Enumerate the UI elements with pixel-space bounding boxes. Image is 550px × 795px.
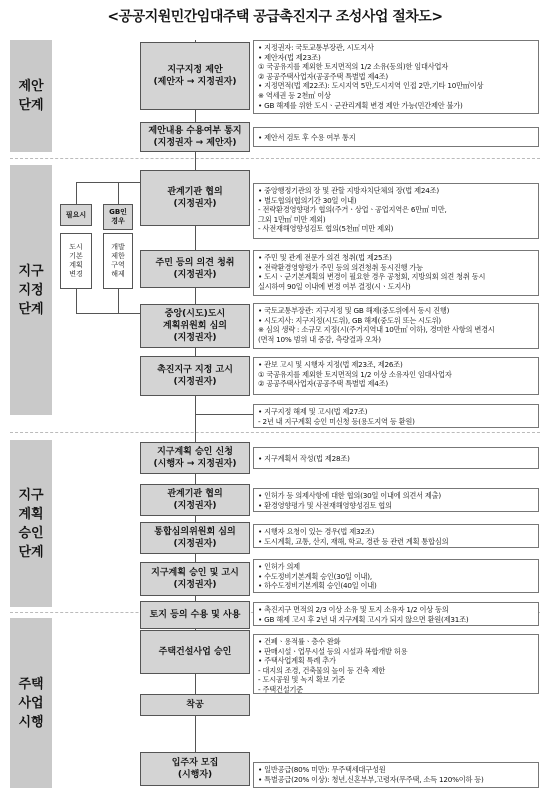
notes-agency-consultation: • 중앙행정기관의 장 및 관할 지방자치단체의 장(법 제24조) • 별도협의(협의기간 30일 이내) - 전략환경영향평가 협의(주거ㆍ상업ㆍ공업지역은 6만㎡ 미만, 그외 1만㎡ 미만 제외) - 사전재해영향성검토 협의(5천㎡ 미만 제외) <box>253 183 539 239</box>
notes-resident-hearing: • 주민 및 관계 전문가 의견 청취(법 제25조) • 전략환경영향평가 주민 등의 의견청취 동시진행 가능 • 도시ㆍ군기본계획의 변경이 필요한 경우 공청회, 지방의회 의견 청취 동시 실시하여 90일 이내에 변경 여부 결정(시ㆍ도지사) <box>253 250 539 296</box>
notes-tenant-recruitment: • 일반공급(80% 미만): 무주택세대구성원 • 특별공급(20% 이상): 청년,신혼부부,고령자(무주택, 소득 120%이하 등) <box>253 762 539 788</box>
notes-acceptance-notice: • 제안서 검토 후 수용 여부 통지 <box>253 127 539 147</box>
step-land-expropriation: 토지 등의 수용 및 사용 <box>140 601 250 629</box>
notes-zone-proposal: • 지정권자: 국토교통부장관, 시도지사 • 제안자(법 제23조) ① 국공유지를 제외한 토지면적의 1/2 소유(동의)한 임대사업자 ② 공공주택사업자(공공주택 특별법 제4조) • 지정면적(법 제22조): 도시지역 5만,도시지역 인접 2만,기타 10만㎡이상 ※ 역세권 등 2천㎡ 이상 • GB 해제를 위한 도시ㆍ군관리계획 변경 제안 가능(민간제안 불가) <box>253 40 539 114</box>
cancellation-connector <box>196 414 253 415</box>
stage-plan-approval: 지구 계획 승인 단계 <box>10 440 52 607</box>
branch-master-plan-change: 도시 기본 계획 변경 <box>60 233 92 289</box>
notes-plan-approval-notice: • 인허가 의제 • 수도정비기본계획 승인(30일 이내), • 하수도정비기본계획 승인(40일 이내) <box>253 559 539 593</box>
step-plan-approval-notice: 지구계획 승인 및 고시 (지정권자) <box>140 562 250 596</box>
branch-connector <box>76 289 77 313</box>
notes-plan-approval-request: • 지구계획서 작성(법 제28조) <box>253 447 539 469</box>
notes-zone-designation-notice: • 관보 고시 및 시행자 지정(법 제23조, 제26조) ① 국공유지를 제외한 토지면적의 1/2 이상 소유자인 임대사업자 ② 공공주택사업자(공공주택 특별법 제4조) <box>253 357 539 395</box>
step-integrated-review: 통합심의위원회 심의 (지정권자) <box>140 522 250 554</box>
stage-divider <box>10 432 540 433</box>
step-acceptance-notice: 제안내용 수용여부 통지 (지정권자 → 제안자) <box>140 122 250 152</box>
step-tenant-recruitment: 입주자 모집 (시행자) <box>140 752 250 786</box>
page-title: <공공지원민간임대주택 공급촉진지구 조성사업 절차도> <box>107 9 443 25</box>
branch-gb-release: 개발 제한 구역 해제 <box>103 233 133 289</box>
step-zone-proposal: 지구지정 제안 (제안자 → 지정권자) <box>140 42 250 110</box>
step-zone-designation-notice: 촉진지구 지정 고시 (지정권자) <box>140 356 250 396</box>
notes-agency-consultation-2: • 인허가 등 의제사항에 대한 협의(30일 이내에 의견서 제출) • 환경영향평가 및 사전재해영향성검토 협의 <box>253 488 539 512</box>
stage-divider <box>10 158 540 159</box>
stage-housing: 주택 사업 시행 <box>10 618 52 788</box>
branch-connector <box>118 289 119 313</box>
step-agency-consultation: 관계기관 협의 (지정권자) <box>140 170 250 226</box>
notes-housing-approval: • 건폐ㆍ용적률ㆍ층수 완화 • 판매시설ㆍ업무시설 등의 시설과 복합개발 허용 • 주택사업계획 특례 추가 - 대지의 조경, 건축물의 높이 등 건축 제한 - 도시공원 및 녹지 확보 기준 - 주택건설기준 <box>253 634 539 694</box>
step-urban-planning-review: 중앙(시도)도시 계획위원회 심의 (지정권자) <box>140 304 250 348</box>
notes-zone-cancellation: • 지구지정 해제 및 고시(법 제27조) - 2년 내 지구계획 승인 미신청 등(용도지역 등 환원) <box>253 404 539 428</box>
branch-connector <box>118 182 119 204</box>
stage-designation: 지구 지정 단계 <box>10 165 52 415</box>
branch-when-needed: 필요시 <box>60 204 92 226</box>
step-resident-hearing: 주민 등의 의견 청취 (지정권자) <box>140 250 250 288</box>
notes-land-expropriation: • 촉진지구 면적의 2/3 이상 소유 및 토지 소유자 1/2 이상 동의 • GB 해제 고시 후 2년 내 지구계획 고시가 되지 않으면 환원(제31조) <box>253 602 539 626</box>
stage-proposal: 제안 단계 <box>10 40 52 152</box>
step-plan-approval-request: 지구계획 승인 신청 (시행자 → 지정권자) <box>140 442 250 474</box>
step-housing-approval: 주택건설사업 승인 <box>140 630 250 674</box>
branch-connector <box>76 313 140 314</box>
branch-connector <box>76 182 140 183</box>
step-agency-consultation-2: 관계기관 협의 (지정권자) <box>140 484 250 516</box>
step-construction-start: 착공 <box>140 694 250 716</box>
notes-integrated-review: • 시행자 요청이 있는 경우(법 제32조) • 도시계획, 교통, 산지, 재해, 학교, 경관 등 관련 계획 통합심의 <box>253 524 539 548</box>
branch-connector <box>76 182 77 204</box>
notes-urban-planning-review: • 국토교통부장관: 지구지정 및 GB 해제(중도위에서 동시 진행) • 시도지사: 지구지정(시도위), GB 해제(중도위 또는 시도위) ※ 심의 생략 : 소규모 지정(시(주거지역내 10만㎡ 이하), 경미한 사항의 변경시 (면적 10% 범위 내 증감, 측량결과 오차) <box>253 303 539 349</box>
branch-gb-case: GB인 경우 <box>103 204 133 230</box>
